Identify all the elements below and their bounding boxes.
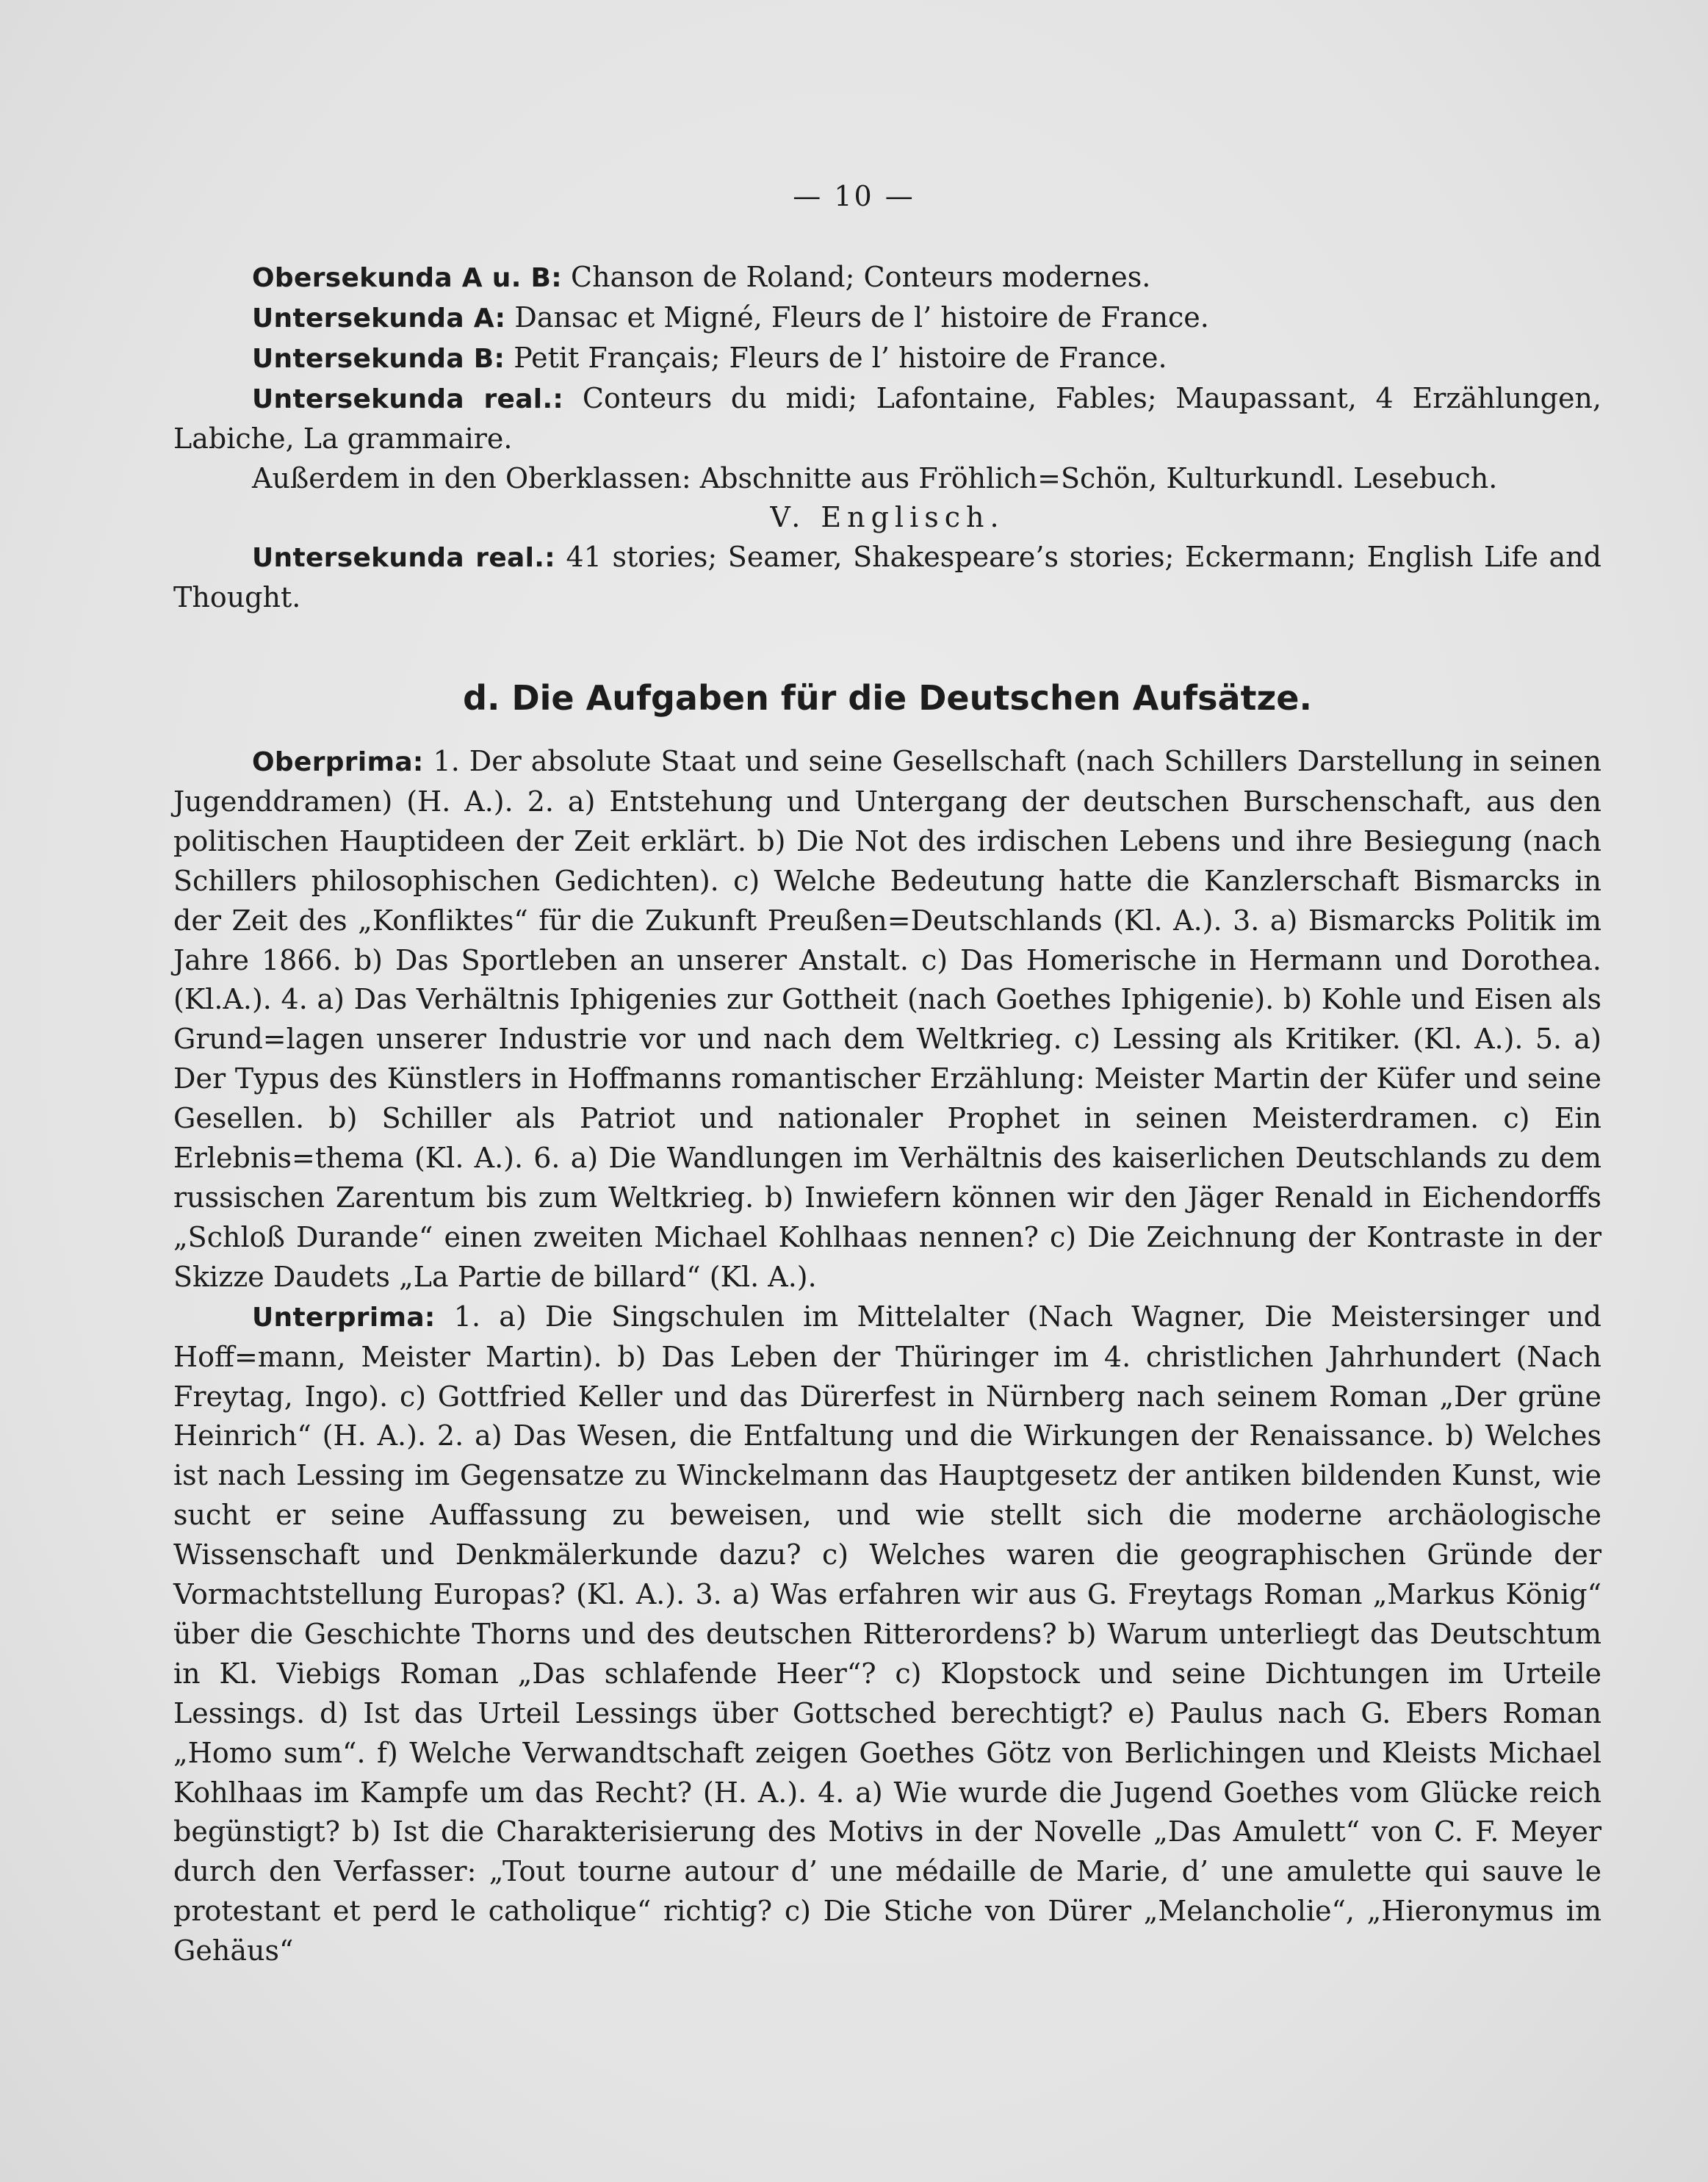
paragraph-untersekunda-b bbox=[173, 339, 1601, 379]
class-label: Unterprima: bbox=[252, 1302, 436, 1333]
class-label: Untersekunda real.: bbox=[252, 543, 555, 574]
class-label: Untersekunda real.: bbox=[252, 384, 564, 414]
section-title: d. Die Aufgaben für die Deutschen Aufsätze. bbox=[463, 678, 1312, 718]
paragraph-text: Chanson de Roland; Conteurs modernes. bbox=[561, 261, 1151, 293]
paragraph-ausserdem: Außerdem in den Oberklassen: Abschnitte aus Fröhlich=Schön, Kulturkundl. Lesebuch. bbox=[252, 461, 1498, 494]
class-label: Untersekunda B: bbox=[252, 343, 505, 374]
paragraph-obersekunda bbox=[173, 258, 1601, 298]
paragraph-text: Conteurs du midi; Lafontaine, Fables; Maupassant, 4 Erzählungen, Labiche, La grammaire. bbox=[173, 381, 1601, 455]
paragraph-english bbox=[173, 538, 1601, 618]
paragraph-unterprima bbox=[173, 1297, 1601, 1971]
paragraph-untersekunda-a bbox=[173, 298, 1601, 339]
paragraph-text: 1. a) Die Singschulen im Mittelalter (Nach Wagner, Die Meistersinger und Hoff=mann, Meister Martin). b) Das Leben der Thüringer im 4. christlichen Jahrhundert (Nach Freytag, Ingo). c) Gottfried Keller und das Dürerfest in Nürnberg nach seinem Roman „Der grüne Heinrich“ (H. A.). 2. a) Das Wesen, die Entfaltung und die Wirkungen der Renaissance. b) Welches ist nach Lessing im Gegensatze zu Winckelmann das Hauptgesetz der antiken bildenden Kunst, wie sucht er seine Auffassung zu beweisen, und wie stellt sich die moderne archäologische Wissenschaft und Denkmälerkunde dazu? c) Welches waren die geographischen Gründe der Vormachtstellung Europas? (Kl. A.). 3. a) Was erfahren wir aus G. Freytags Roman „Markus König“ über die Geschichte Thorns und des deutschen Ritterordens? b) Warum unterliegt das Deutschtum in Kl. Viebigs Roman „Das schlafende Heer“? c) Klopstock und seine Dichtungen im Urteile Lessings. d) Ist das Urteil Lessings über Gottsched berechtigt? e) Paulus nach G. Ebers Roman „Homo sum“. f) Welche Verwandtschaft zeigen Goethes Götz von Berlichingen und Kleists Michael Kohlhaas im Kampfe um das Recht? (H. A.). 4. a) Wie wurde die Jugend Goethes vom Glücke reich begünstigt? b) Ist die Charakterisierung des Motivs in der Novelle „Das Amulett“ von C. F. Meyer durch den Verfasser: „Tout tourne autour d’ une médaille de Marie, d’ une amulette qui sauve le protestant et perd le catholique“ richtig? c) Die Stiche von Dürer „Melancholie“, „Hieronymus im Gehäus“ bbox=[173, 1300, 1601, 1967]
english-heading: V. Englisch. bbox=[770, 501, 1005, 534]
class-label: Oberprima: bbox=[252, 747, 424, 777]
paragraph-text: 41 stories; Seamer, Shakespeare’s stories; Eckermann; English Life and Thought. bbox=[173, 541, 1601, 614]
paragraph-text: Dansac et Migné, Fleurs de l’ histoire de France. bbox=[505, 300, 1209, 334]
paragraph-oberprima bbox=[173, 742, 1601, 1297]
class-label: Untersekunda A: bbox=[252, 303, 506, 334]
reading-list bbox=[173, 258, 1601, 618]
paragraph-untersekunda-real bbox=[173, 379, 1601, 459]
paragraph-text: 1. Der absolute Staat und seine Gesellschaft (nach Schillers Darstellung in seinen Jugenddramen) (H. A.). 2. a) Entstehung und Untergang der deutschen Burschenschaft, aus den politischen Hauptideen der Zeit erklärt. b) Die Not des irdischen Lebens und ihre Besiegung (nach Schillers philosophischen Gedichten). c) Welche Bedeutung hatte die Kanzlerschaft Bismarcks in der Zeit des „Konfliktes“ für die Zukunft Preußen=Deutschlands (Kl. A.). 3. a) Bismarcks Politik im Jahre 1866. b) Das Sportleben an unserer Anstalt. c) Das Homerische in Hermann und Dorothea. (Kl.A.). 4. a) Das Verhältnis Iphigenies zur Gottheit (nach Goethes Iphigenie). b) Kohle und Eisen als Grund=lagen unserer Industrie vor und nach dem Weltkrieg. c) Lessing als Kritiker. (Kl. A.). 5. a) Der Typus des Künstlers in Hoffmanns romantischer Erzählung: Meister Martin der Küfer und seine Gesellen. b) Schiller als Patriot und nationaler Prophet in seinen Meisterdramen. c) Ein Erlebnis=thema (Kl. A.). 6. a) Die Wandlungen im Verhältnis des kaiserlichen Deutschlands zu dem russischen Zarentum bis zum Weltkrieg. b) Inwiefern können wir den Jäger Renald in Eichendorffs „Schloß Durande“ einen zweiten Michael Kohlhaas nennen? c) Die Zeichnung der Kontraste in der Skizze Daudets „La Partie de billard“ (Kl. A.). bbox=[173, 745, 1601, 1293]
class-label: Obersekunda A u. B: bbox=[252, 263, 562, 293]
page-number: — 10 — bbox=[793, 180, 915, 212]
essay-topics bbox=[173, 742, 1601, 1971]
paragraph-text: Petit Français; Fleurs de l’ histoire de France. bbox=[505, 341, 1167, 374]
